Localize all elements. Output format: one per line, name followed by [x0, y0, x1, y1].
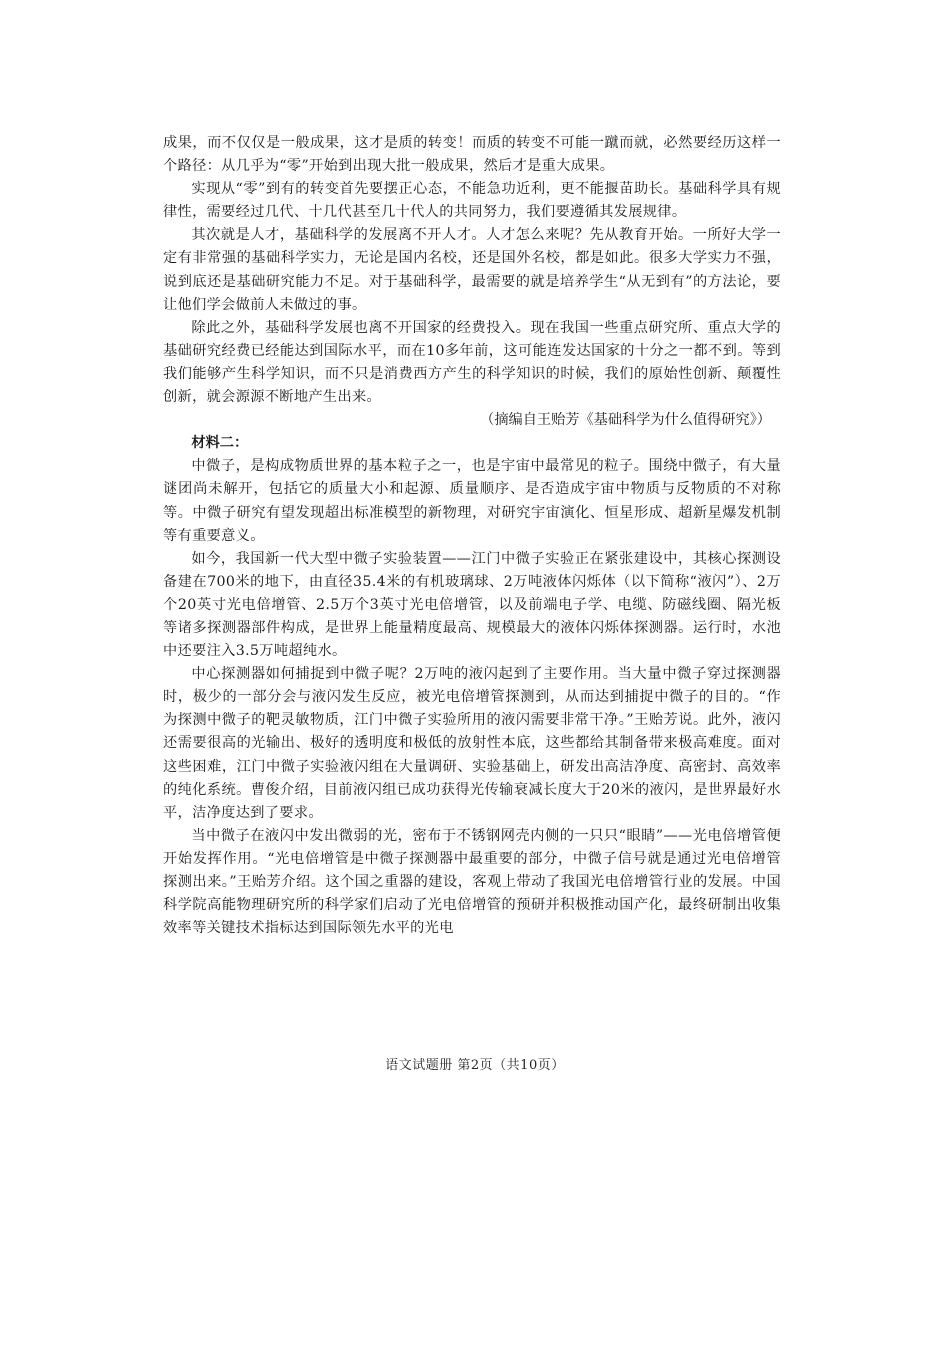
paragraph-6: 如今，我国新一代大型中微子实验装置——江门中微子实验正在紧张建设中，其核心探测设备建在700米的地下，由直径35.4米的有机玻璃球、2万吨液体闪烁体（以下简称“液闪”）、2万个20英寸光电倍增管、2.5万个3英寸光电倍增管，以及前端电子学、电缆、防磁线圈、隔光板等诸多探测器部件构成，是世界上能量精度最高、规模最大的液体闪烁体探测器。运行时，水池中还要注入3.5万吨超纯水。 [163, 550, 781, 660]
document-body [163, 132, 781, 940]
paragraph-8: 当中微子在液闪中发出微弱的光，密布于不锈钢网壳内侧的一只只“眼睛”——光电倍增管便开始发挥作用。“光电倍增管是中微子探测器中最重要的部分，中微子信号就是通过光电倍增管探测出来。”王贻芳介绍。这个国之重器的建设，客观上带动了我国光电倍增管行业的发展。中国科学院高能物理研究所的科学家们启动了光电倍增管的预研并积极推动国产化，最终研制出收集效率等关键技术指标达到国际领先水平的光电 [163, 827, 781, 937]
paragraph-7: 中心探测器如何捕捉到中微子呢？2万吨的液闪起到了主要作用。当大量中微子穿过探测器时，极少的一部分会与液闪发生反应，被光电倍增管探测到，从而达到捕捉中微子的目的。“作为探测中微子的靶灵敏物质，江门中微子实验所用的液闪需要非常干净。”王贻芳说。此外，液闪还需要很高的光输出、极好的透明度和极低的放射性本底，这些都给其制备带来极高难度。面对这些困难，江门中微子实验液闪组在大量调研、实验基础上，研发出高洁净度、高密封、高效率的纯化系统。曹俊介绍，目前液闪组已成功获得光传输衰减长度大于20米的液闪，是世界最好水平，洁净度达到了要求。 [163, 666, 781, 821]
paragraph-1: 成果，而不仅仅是一般成果，这才是质的转变！而质的转变不可能一蹴而就，必然要经历这样一个路径：从几乎为“零”开始到出现大批一般成果，然后才是重大成果。 [163, 135, 781, 175]
source-citation: （摘编自王贻芳《基础科学为什么值得研究》） [480, 412, 771, 429]
paragraph-4: 除此之外，基础科学发展也离不开国家的经费投入。现在我国一些重点研究所、重点大学的基础研究经费已经能达到国际水平，而在10多年前，这可能连发达国家的十分之一都不到。等到我们能够产生科学知识，而不只是消费西方产生的科学知识的时候，我们的原始性创新、颠覆性创新，就会源源不断地产生出来。 [163, 319, 781, 406]
paragraph-5: 中微子，是构成物质世界的基本粒子之一，也是宇宙中最常见的粒子。围绕中微子，有大量谜团尚未解开，包括它的质量大小和起源、质量顺序、是否造成宇宙中物质与反物质的不对称等。中微子研究有望发现超出标准模型的新物理，对研究宇宙演化、恒星形成、超新星爆发机制等有重要意义。 [163, 458, 781, 544]
paragraph-2: 实现从“零”到有的转变首先要摆正心态，不能急功近利，更不能揠苗助长。基础科学具有规律性，需要经过几代、十几代甚至几十代人的共同努力，我们要遵循其发展规律。 [163, 181, 781, 221]
page-footer: 语文试题册 第2页（共10页） [385, 1058, 565, 1073]
material-heading: 材料二： [191, 435, 249, 452]
paragraph-3: 其次就是人才，基础科学的发展离不开人才。人才怎么来呢？先从教育开始。一所好大学一定有非常强的基础科学实力，无论是国内名校，还是国外名校，都是如此。很多大学实力不强，说到底还是基础研究能力不足。对于基础科学，最需要的就是培养学生“从无到有”的方法论，要让他们学会做前人未做过的事。 [163, 227, 781, 313]
